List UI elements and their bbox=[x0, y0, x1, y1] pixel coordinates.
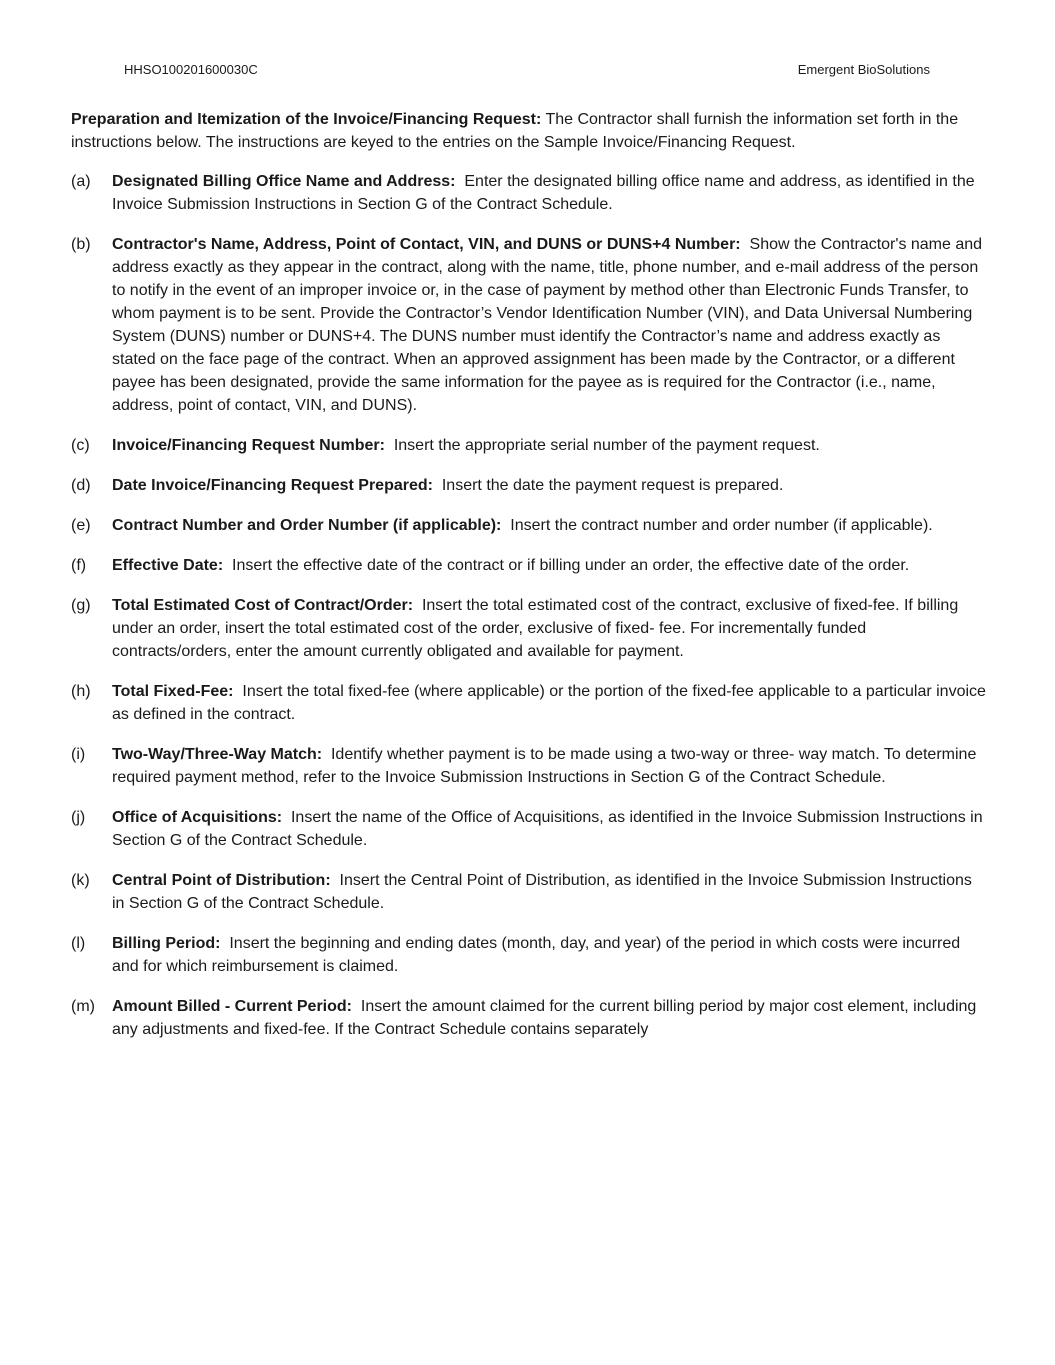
item-text: Insert the contract number and order number (if applicable). bbox=[510, 517, 933, 534]
item-marker: (c) bbox=[71, 437, 90, 454]
item-heading: Invoice/Financing Request Number: bbox=[112, 437, 385, 454]
item-heading: Contract Number and Order Number (if applicable): bbox=[112, 517, 502, 534]
list-item-j bbox=[71, 806, 986, 852]
list-item-g bbox=[71, 594, 986, 663]
item-marker: (m) bbox=[71, 998, 95, 1015]
item-text: Identify whether payment is to be made using a two-way or three- way match. To determine required payment method, refer to the Invoice Submission Instructions in Section G of the Contract Schedule. bbox=[112, 746, 977, 786]
item-heading: Total Fixed-Fee: bbox=[112, 683, 234, 700]
item-text: Insert the beginning and ending dates (month, day, and year) of the period in which costs were incurred and for which reimbursement is claimed. bbox=[112, 935, 961, 975]
item-text: Insert the amount claimed for the current billing period by major cost element, including any adjustments and fixed-fee. If the Contract Schedule contains separately bbox=[112, 998, 977, 1038]
item-text: Insert the Central Point of Distribution, as identified in the Invoice Submission Instructions in Section G of the Contract Schedule. bbox=[112, 872, 972, 912]
item-content bbox=[112, 594, 986, 663]
item-text: Insert the total estimated cost of the contract, exclusive of fixed-fee. If billing under an order, insert the total estimated cost of the order, exclusive of fixed- fee. For incrementally funded contracts/orders, enter the amount currently obligated and available for payment. bbox=[112, 597, 959, 660]
list-item-b bbox=[71, 233, 986, 417]
item-marker: (d) bbox=[71, 477, 91, 494]
item-text: Insert the date the payment request is prepared. bbox=[441, 477, 784, 494]
item-text: Insert the total fixed-fee (where applicable) or the portion of the fixed-fee applicable to a particular invoice as defined in the contract. bbox=[112, 683, 986, 723]
contract-number: HHSO100201600030C bbox=[124, 62, 258, 77]
item-content bbox=[112, 995, 986, 1041]
item-marker: (a) bbox=[71, 173, 91, 190]
item-content bbox=[112, 233, 986, 417]
item-marker: (e) bbox=[71, 517, 91, 534]
list-item-e bbox=[71, 514, 986, 537]
item-marker: (b) bbox=[71, 236, 91, 253]
item-heading: Office of Acquisitions: bbox=[112, 809, 283, 826]
item-text: Insert the appropriate serial number of the payment request. bbox=[393, 437, 820, 454]
list-item-l bbox=[71, 932, 986, 978]
item-heading: Billing Period: bbox=[112, 935, 221, 952]
item-content bbox=[112, 170, 986, 216]
item-heading: Contractor's Name, Address, Point of Contact, VIN, and DUNS or DUNS+4 Number: bbox=[112, 236, 741, 253]
item-marker: (f) bbox=[71, 557, 87, 574]
item-content bbox=[112, 434, 986, 457]
list-item-m bbox=[71, 995, 986, 1041]
item-content bbox=[112, 743, 986, 789]
list-item-a bbox=[71, 170, 986, 216]
item-marker: (h) bbox=[71, 683, 91, 700]
item-text: Enter the designated billing office name and address, as identified in the Invoice Submission Instructions in Section G of the Contract Schedule. bbox=[112, 173, 975, 213]
item-text: Insert the effective date of the contract or if billing under an order, the effective date of the order. bbox=[232, 557, 910, 574]
intro-heading: Preparation and Itemization of the Invoice/Financing Request: bbox=[71, 111, 542, 128]
item-content bbox=[112, 474, 986, 497]
list-item-d bbox=[71, 474, 986, 497]
item-marker: (k) bbox=[71, 872, 90, 889]
item-heading: Central Point of Distribution: bbox=[112, 872, 331, 889]
item-content bbox=[112, 554, 986, 577]
intro-text: The Contractor shall furnish the information set forth in the instructions below. The instructions are keyed to the entries on the Sample Invoice/Financing Request. bbox=[71, 111, 959, 151]
item-text: Insert the name of the Office of Acquisitions, as identified in the Invoice Submission Instructions in Section G of the Contract Schedule. bbox=[112, 809, 983, 849]
item-content bbox=[112, 806, 986, 852]
intro-paragraph bbox=[71, 108, 981, 154]
item-content bbox=[112, 932, 986, 978]
company-name: Emergent BioSolutions bbox=[797, 62, 930, 77]
item-marker: (i) bbox=[71, 746, 86, 763]
list-item-f bbox=[71, 554, 986, 577]
instruction-list bbox=[71, 170, 986, 1058]
item-text: Show the Contractor's name and address exactly as they appear in the contract, along with the name, title, phone number, and e-mail address of the person to notify in the event of an improper invoice or, in the case of payment by method other than Electronic Funds Transfer, to whom payment is to be sent. Provide the Contractor’s Vendor Identification Number (VIN), and Data Universal Numbering System (DUNS) number or DUNS+4. The DUNS number must identify the Contractor’s name and address exactly as stated on the face page of the contract. When an approved assignment has been made by the Contractor, or a different payee has been designated, provide the same information for the payee as is required for the Contractor (i.e., name, address, point of contact, VIN, and DUNS). bbox=[112, 236, 983, 414]
item-heading: Amount Billed - Current Period: bbox=[112, 998, 352, 1015]
item-heading: Effective Date: bbox=[112, 557, 224, 574]
list-item-h bbox=[71, 680, 986, 726]
item-heading: Two-Way/Three-Way Match: bbox=[112, 746, 323, 763]
list-item-i bbox=[71, 743, 986, 789]
item-marker: (l) bbox=[71, 935, 86, 952]
item-marker: (j) bbox=[71, 809, 86, 826]
list-item-c bbox=[71, 434, 986, 457]
item-content bbox=[112, 869, 986, 915]
item-heading: Total Estimated Cost of Contract/Order: bbox=[112, 597, 414, 614]
list-item-k bbox=[71, 869, 986, 915]
item-heading: Designated Billing Office Name and Address: bbox=[112, 173, 456, 190]
item-marker: (g) bbox=[71, 597, 91, 614]
item-content bbox=[112, 680, 986, 726]
item-heading: Date Invoice/Financing Request Prepared: bbox=[112, 477, 433, 494]
item-content bbox=[112, 514, 986, 537]
